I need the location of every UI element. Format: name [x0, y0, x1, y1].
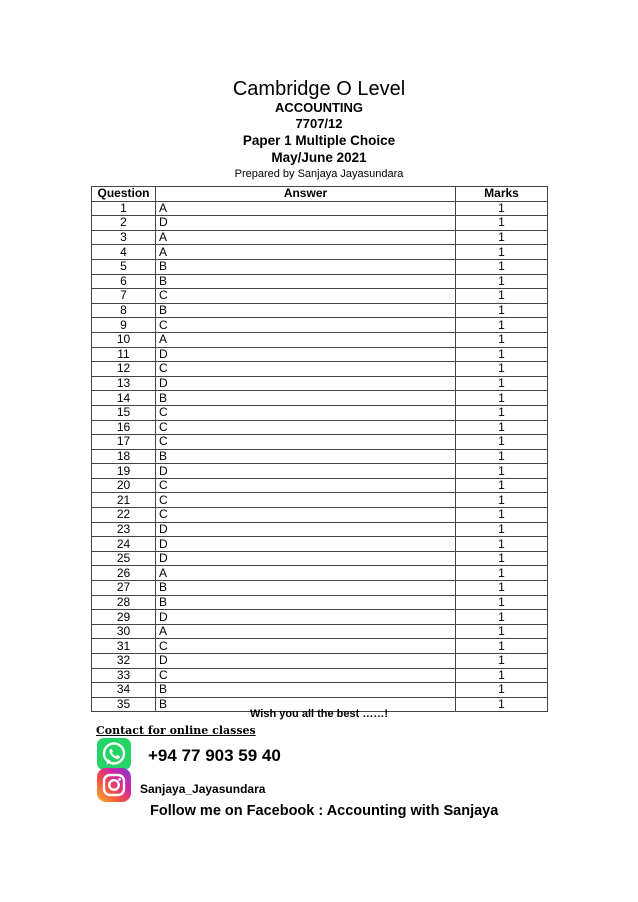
marks-cell: 1 [456, 274, 548, 289]
table-row [92, 362, 548, 377]
question-number: 5 [92, 259, 156, 274]
marks-cell: 1 [456, 230, 548, 245]
marks-cell: 1 [456, 318, 548, 333]
table-row [92, 493, 548, 508]
answer-cell: B [156, 595, 456, 610]
table-row [92, 508, 548, 523]
question-number: 27 [92, 581, 156, 596]
marks-cell: 1 [456, 435, 548, 450]
table-row [92, 420, 548, 435]
marks-cell: 1 [456, 216, 548, 231]
question-number: 12 [92, 362, 156, 377]
exam-session: May/June 2021 [271, 150, 367, 165]
marks-cell: 1 [456, 245, 548, 260]
marks-cell: 1 [456, 259, 548, 274]
marks-cell: 1 [456, 289, 548, 304]
question-number: 30 [92, 624, 156, 639]
table-row [92, 274, 548, 289]
question-number: 14 [92, 391, 156, 406]
question-number: 35 [92, 697, 156, 712]
table-row [92, 318, 548, 333]
table-row [92, 347, 548, 362]
answer-cell: A [156, 624, 456, 639]
question-number: 16 [92, 420, 156, 435]
answer-cell: C [156, 362, 456, 377]
table-row [92, 391, 548, 406]
answer-cell: B [156, 259, 456, 274]
marks-cell: 1 [456, 347, 548, 362]
table-row [92, 595, 548, 610]
table-row [92, 610, 548, 625]
table-row [92, 289, 548, 304]
question-number: 18 [92, 449, 156, 464]
answer-cell: D [156, 654, 456, 669]
question-number: 32 [92, 654, 156, 669]
marks-cell: 1 [456, 639, 548, 654]
marks-cell: 1 [456, 624, 548, 639]
table-row [92, 464, 548, 479]
column-header-marks: Marks [456, 187, 548, 202]
question-number: 19 [92, 464, 156, 479]
marks-cell: 1 [456, 362, 548, 377]
marks-cell: 1 [456, 420, 548, 435]
answer-cell: C [156, 668, 456, 683]
prepared-by: Prepared by Sanjaya Jayasundara [234, 168, 404, 180]
table-row [92, 537, 548, 552]
marks-cell: 1 [456, 449, 548, 464]
marks-cell: 1 [456, 654, 548, 669]
answer-cell: B [156, 303, 456, 318]
table-row [92, 303, 548, 318]
marks-cell: 1 [456, 508, 548, 523]
column-header-answer: Answer [156, 187, 456, 202]
question-number: 33 [92, 668, 156, 683]
answer-cell: C [156, 478, 456, 493]
marks-cell: 1 [456, 201, 548, 216]
answer-cell: C [156, 405, 456, 420]
answer-cell: D [156, 537, 456, 552]
marks-cell: 1 [456, 610, 548, 625]
question-number: 26 [92, 566, 156, 581]
question-number: 13 [92, 376, 156, 391]
table-row [92, 654, 548, 669]
marks-cell: 1 [456, 405, 548, 420]
answer-cell: A [156, 566, 456, 581]
marks-cell: 1 [456, 493, 548, 508]
answer-cell: C [156, 493, 456, 508]
answer-cell: B [156, 683, 456, 698]
table-row [92, 449, 548, 464]
table-row [92, 581, 548, 596]
wish-message: Wish you all the best ……! [249, 708, 389, 720]
question-number: 20 [92, 478, 156, 493]
answer-cell: A [156, 230, 456, 245]
contact-heading: Contact for online classes [96, 724, 256, 737]
table-header-row [92, 187, 548, 202]
question-number: 21 [92, 493, 156, 508]
answer-cell: B [156, 697, 456, 712]
table-row [92, 332, 548, 347]
question-number: 23 [92, 522, 156, 537]
answer-cell: D [156, 216, 456, 231]
table-row [92, 201, 548, 216]
answer-cell: D [156, 464, 456, 479]
table-row [92, 551, 548, 566]
marks-cell: 1 [456, 376, 548, 391]
question-number: 31 [92, 639, 156, 654]
question-number: 7 [92, 289, 156, 304]
whatsapp-icon [96, 738, 132, 770]
table-row [92, 478, 548, 493]
answer-cell: D [156, 347, 456, 362]
marks-cell: 1 [456, 391, 548, 406]
question-number: 3 [92, 230, 156, 245]
question-number: 28 [92, 595, 156, 610]
question-number: 1 [92, 201, 156, 216]
answer-cell: D [156, 551, 456, 566]
marks-cell: 1 [456, 595, 548, 610]
answer-cell: D [156, 376, 456, 391]
marks-cell: 1 [456, 668, 548, 683]
answer-cell: D [156, 522, 456, 537]
marks-cell: 1 [456, 581, 548, 596]
table-row [92, 230, 548, 245]
answer-cell: C [156, 639, 456, 654]
subject-title: ACCOUNTING [274, 100, 364, 115]
marks-cell: 1 [456, 551, 548, 566]
table-row [92, 435, 548, 450]
question-number: 9 [92, 318, 156, 333]
question-number: 11 [92, 347, 156, 362]
paper-name: Paper 1 Multiple Choice [242, 133, 396, 148]
table-row [92, 624, 548, 639]
marks-cell: 1 [456, 697, 548, 712]
answer-cell: B [156, 581, 456, 596]
table-row [92, 668, 548, 683]
answer-cell: A [156, 245, 456, 260]
facebook-follow: Follow me on Facebook : Accounting with Sanjaya [150, 803, 499, 819]
question-number: 10 [92, 332, 156, 347]
table-row [92, 376, 548, 391]
answer-cell: C [156, 289, 456, 304]
marks-cell: 1 [456, 332, 548, 347]
marks-cell: 1 [456, 566, 548, 581]
exam-board-title: Cambridge O Level [232, 78, 406, 100]
answer-cell: D [156, 610, 456, 625]
marks-cell: 1 [456, 303, 548, 318]
table-row [92, 522, 548, 537]
answer-cell: C [156, 435, 456, 450]
document-header [0, 78, 638, 182]
table-row [92, 639, 548, 654]
marks-cell: 1 [456, 464, 548, 479]
question-number: 2 [92, 216, 156, 231]
marks-cell: 1 [456, 537, 548, 552]
table-row [92, 566, 548, 581]
table-row [92, 259, 548, 274]
question-number: 29 [92, 610, 156, 625]
question-number: 25 [92, 551, 156, 566]
table-row [92, 405, 548, 420]
answer-cell: C [156, 318, 456, 333]
phone-number: +94 77 903 59 40 [148, 746, 281, 765]
answer-key-table [91, 186, 548, 712]
table-row [92, 683, 548, 698]
table-row [92, 216, 548, 231]
question-number: 4 [92, 245, 156, 260]
question-number: 22 [92, 508, 156, 523]
column-header-question: Question [92, 187, 156, 202]
answer-cell: C [156, 420, 456, 435]
answer-cell: B [156, 449, 456, 464]
instagram-icon [96, 768, 132, 802]
question-number: 15 [92, 405, 156, 420]
marks-cell: 1 [456, 683, 548, 698]
question-number: 34 [92, 683, 156, 698]
marks-cell: 1 [456, 522, 548, 537]
answer-cell: A [156, 201, 456, 216]
answer-cell: B [156, 391, 456, 406]
question-number: 8 [92, 303, 156, 318]
answer-cell: A [156, 332, 456, 347]
question-number: 24 [92, 537, 156, 552]
marks-cell: 1 [456, 478, 548, 493]
answer-cell: C [156, 508, 456, 523]
question-number: 17 [92, 435, 156, 450]
table-row [92, 245, 548, 260]
instagram-handle: Sanjaya_Jayasundara [140, 782, 266, 796]
question-number: 6 [92, 274, 156, 289]
paper-code: 7707/12 [295, 116, 343, 131]
answer-cell: B [156, 274, 456, 289]
